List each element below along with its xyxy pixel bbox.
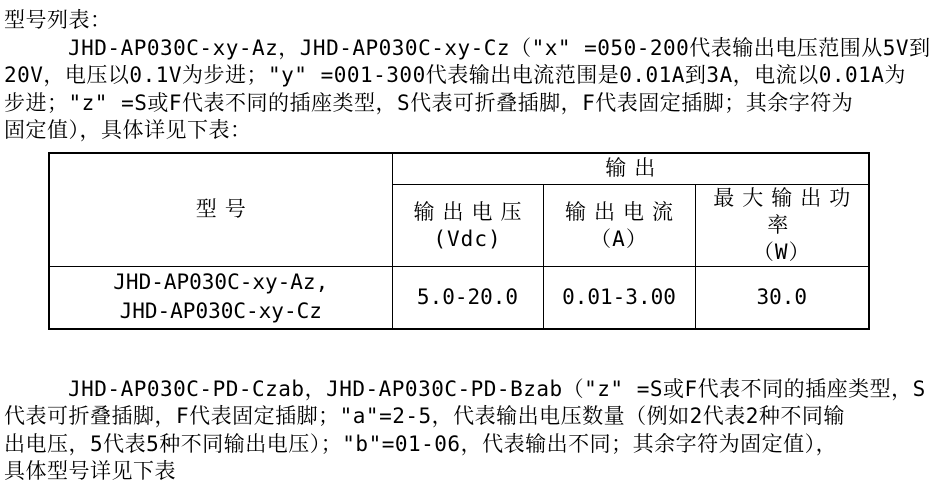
paragraph-line: JHD-AP030C-xy-Az，JHD-AP030C-xy-Cz（"x" =050-200代表输出电压范围从5V到 — [68, 35, 931, 60]
column-label: 输出电压 — [413, 199, 530, 224]
column-label: 输出电流 — [565, 199, 681, 224]
page-title: 型号列表： — [4, 8, 112, 32]
paragraph-line: 20V，电压以0.1V为步进；"y" =001-300代表输出电流范围是0.01A到3A，电流以0.01A为 — [4, 63, 906, 87]
table-header-output-current — [543, 185, 695, 267]
cell-model — [49, 267, 392, 329]
table-header-output-group: 输出 — [392, 153, 869, 185]
paragraph-model-xy — [4, 35, 931, 145]
cell-output-voltage: 5.0-20.0 — [392, 267, 543, 329]
column-unit: （A） — [590, 226, 648, 251]
table-header-max-output-power — [695, 185, 869, 267]
paragraph-model-pd — [4, 376, 926, 486]
cell-output-current: 0.01-3.00 — [543, 267, 695, 329]
model-name-line: JHD-AP030C-xy-Cz — [119, 299, 322, 324]
table-header-output-voltage — [392, 185, 543, 267]
model-name-line: JHD-AP030C-xy-Az, — [113, 270, 329, 295]
table-header-row-group — [49, 153, 869, 185]
paragraph-line: 固定值），具体详见下表： — [4, 118, 252, 142]
paragraph-line: 具体型号详见下表 — [4, 459, 176, 483]
table-row — [49, 267, 869, 329]
column-unit: (Vdc) — [433, 226, 502, 251]
output-spec-table — [48, 152, 870, 330]
paragraph-line: JHD-AP030C-PD-Czab，JHD-AP030C-PD-Bzab（"z" =S或F代表不同的插座类型，S — [68, 376, 926, 401]
column-label: 最大输出功率 — [713, 186, 859, 237]
cell-max-output-power: 30.0 — [695, 267, 869, 329]
column-unit: （W） — [752, 240, 811, 264]
paragraph-line: 代表可折叠插脚，F代表固定插脚；"a"=2-5，代表输出电压数量（例如2代表2种不同输 — [4, 404, 845, 428]
paragraph-line: 步进；"z" =S或F代表不同的插座类型，S代表可折叠插脚，F代表固定插脚；其余字符为 — [4, 90, 854, 115]
table-header-model: 型号 — [49, 153, 392, 267]
paragraph-line: 出电压，5代表5种不同输出电压）；"b"=01-06，代表输出不同；其余字符为固定值）， — [4, 431, 838, 456]
